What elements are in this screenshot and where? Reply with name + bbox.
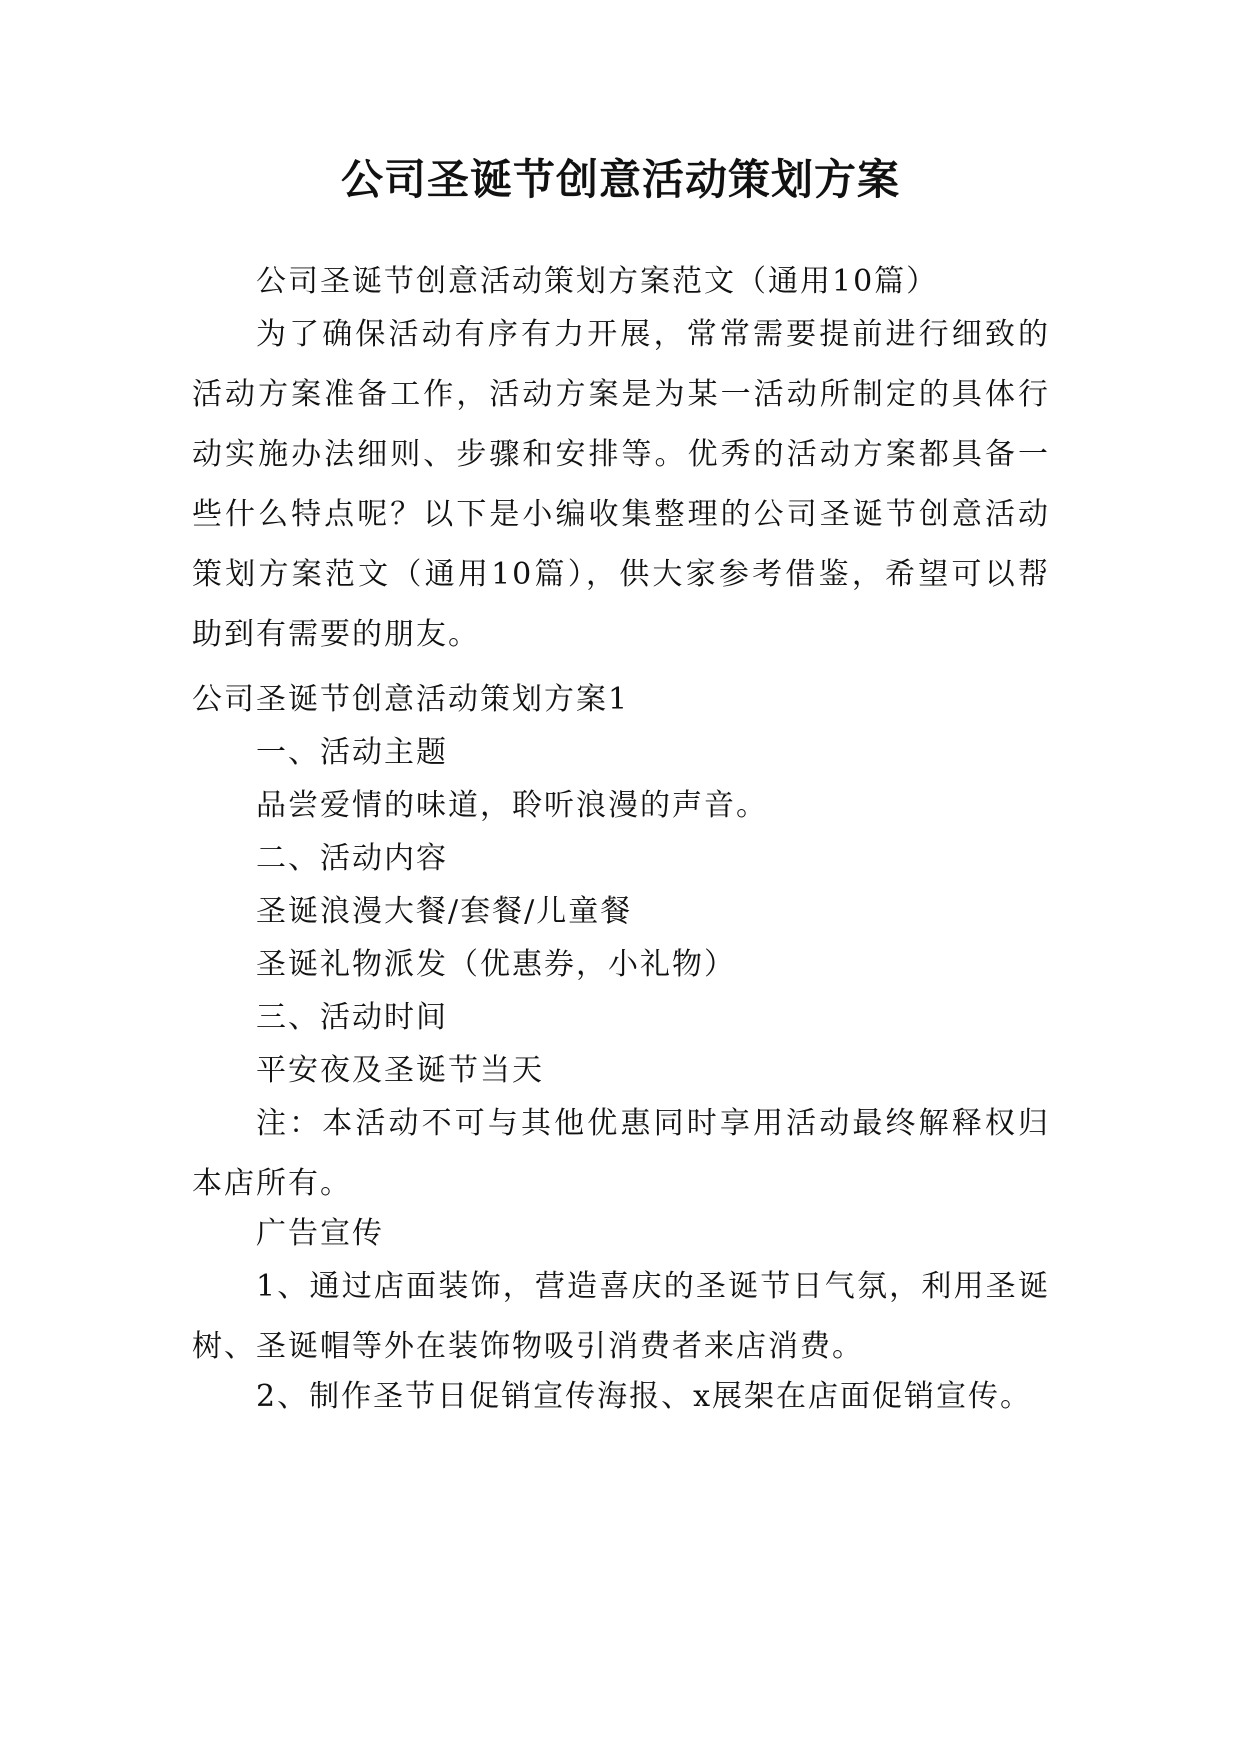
ad-point-2: 2、制作圣节日促销宣传海报、x展架在店面促销宣传。 [256,1379,1033,1414]
section-heading: 公司圣诞节创意活动策划方案1 [192,682,630,717]
content-line-2: 圣诞礼物派发（优惠券，小礼物） [256,947,736,982]
content-heading: 二、活动内容 [256,841,448,876]
note-paragraph: 注：本活动不可与其他优惠同时享用活动最终解释权归本店所有。 [192,1106,1050,1201]
theme-heading: 一、活动主题 [256,735,448,770]
intro-paragraph: 为了确保活动有序有力开展，常常需要提前进行细致的活动方案准备工作，活动方案是为某一活动所制定的具体行动实施办法细则、步骤和安排等。优秀的活动方案都具备一些什么特点呢？以下是小编收集整理的公司圣诞节创意活动策划方案范文（通用10篇），供大家参考借鉴，希望可以帮助到有需要的朋友。 [192,317,1050,652]
document-subtitle: 公司圣诞节创意活动策划方案范文（通用10篇） [256,264,939,299]
time-text: 平安夜及圣诞节当天 [256,1053,544,1088]
page-title: 公司圣诞节创意活动策划方案 [340,155,900,204]
content-line-1: 圣诞浪漫大餐/套餐/儿童餐 [256,894,633,929]
time-heading: 三、活动时间 [256,1000,448,1035]
ad-heading: 广告宣传 [256,1216,384,1251]
theme-text: 品尝爱情的味道，聆听浪漫的声音。 [256,788,768,823]
ad-point-1: 1、通过店面装饰，营造喜庆的圣诞节日气氛，利用圣诞树、圣诞帽等外在装饰物吸引消费者来店消费。 [192,1269,1050,1364]
